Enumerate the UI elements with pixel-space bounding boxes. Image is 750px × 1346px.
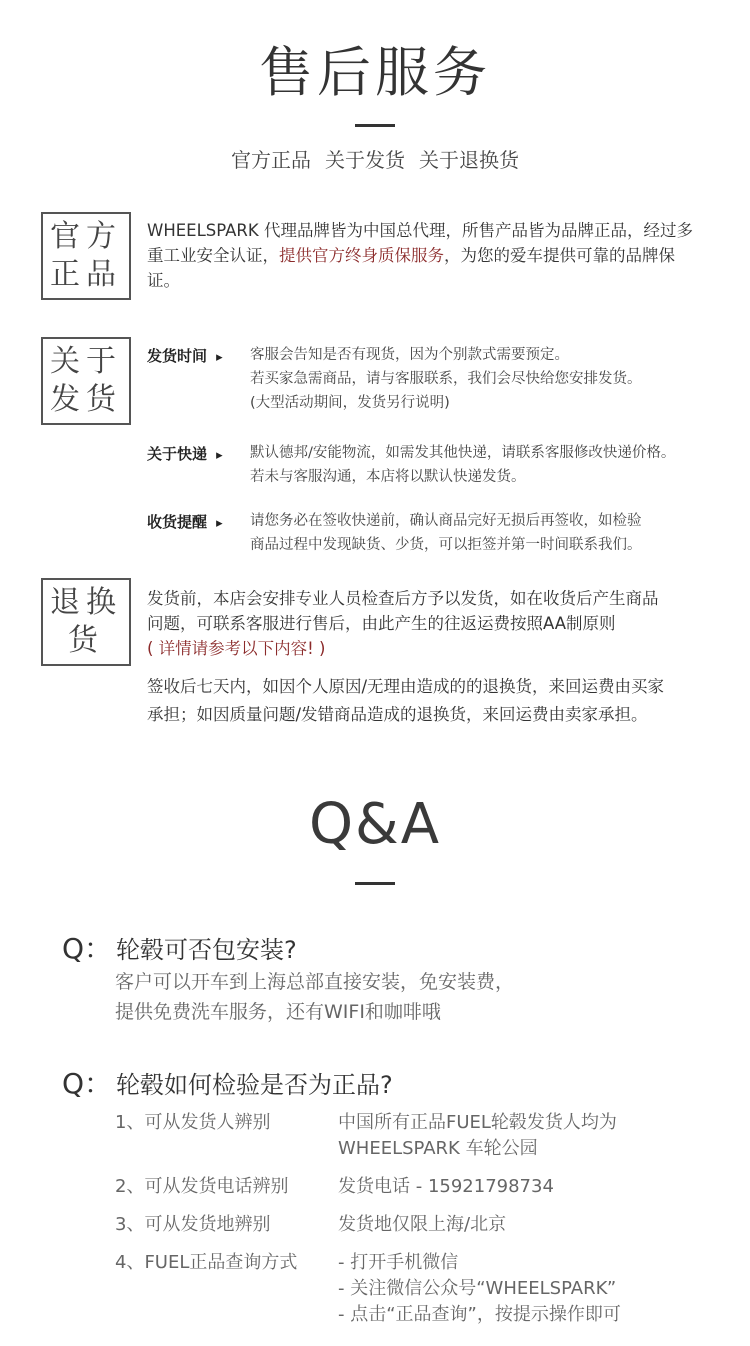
step-3-right (338, 1212, 738, 1238)
step-line: 发货电话 - 15921798734 (338, 1176, 554, 1197)
qa-divider (355, 882, 395, 885)
shipping-detail-time (250, 343, 745, 415)
detail-line: 默认德邦/安能物流，如需发其他快递，请联系客服修改快递价格。 (250, 445, 676, 461)
returns-line: 签收后七天内，如因个人原因/无理由造成的的退换货，来回运费由买家 (147, 677, 665, 696)
returns-line: 发货前，本店会安排专业人员检查后方予以发货，如在收货后产生商品 (147, 589, 659, 608)
step-line: 发货地仅限上海/北京 (338, 1214, 507, 1235)
shipping-label-receipt: 收货提醒 ▸ (147, 511, 223, 532)
official-text-after: ，为您的爱车提供可靠的品牌保证。 (147, 246, 675, 290)
step-2-right (338, 1174, 738, 1200)
step-line: WHEELSPARK 车轮公园 (338, 1138, 538, 1159)
step-4-left: 4、FUEL正品查询方式 (115, 1252, 298, 1273)
returns-para1 (147, 586, 737, 661)
subtitle-returns: 关于退换货 (419, 148, 519, 172)
detail-line: (大型活动期间，发货另行说明) (250, 395, 450, 411)
step-1-left: 1、可从发货人辨别 (115, 1112, 271, 1133)
detail-line: 若未与客服沟通，本店将以默认快递发货。 (250, 469, 526, 485)
returns-box (41, 578, 131, 666)
shipping-detail-courier (250, 441, 745, 489)
official-box-line2: 正品 (50, 257, 122, 292)
official-text-highlight: 提供官方终身质保服务 (279, 246, 444, 265)
subtitle-official: 官方正品 (231, 148, 311, 172)
official-box (41, 212, 131, 300)
title-divider (355, 124, 395, 127)
step-line: - 打开手机微信 (338, 1252, 459, 1273)
shipping-label-courier: 关于快递 ▸ (147, 443, 223, 464)
question-2 (62, 1062, 393, 1102)
answer-1 (115, 967, 715, 1027)
question-1 (62, 927, 297, 967)
returns-para2 (147, 673, 737, 729)
step-line: - 关注微信公众号“WHEELSPARK” (338, 1278, 617, 1299)
step-3-left: 3、可从发货地辨别 (115, 1214, 271, 1235)
official-text-before: WHEELSPARK 代理品牌皆为中国总代理，所售产品皆为品牌正品，经过多重工业安全认证， (147, 221, 693, 265)
question-2-text: 轮毂如何检验是否为正品? (116, 1071, 393, 1099)
detail-line: 若买家急需商品，请与客服联系，我们会尽快给您安排发货。 (250, 371, 642, 387)
q-prefix: Q： (62, 1067, 113, 1100)
step-2-left: 2、可从发货电话辨别 (115, 1176, 289, 1197)
shipping-detail-receipt (250, 509, 745, 557)
question-1-text: 轮毂可否包安装? (116, 936, 297, 964)
returns-note: ( 详情请参考以下内容! ) (147, 639, 326, 658)
q-prefix: Q： (62, 932, 113, 965)
shipping-box-line1: 关于 (50, 344, 122, 379)
detail-line: 客服会告知是否有现货，因为个别款式需要预定。 (250, 347, 569, 363)
step-4-right (338, 1250, 738, 1328)
detail-line: 请您务必在签收快递前，确认商品完好无损后再签收，如检验 (250, 513, 642, 529)
returns-line: 承担；如因质量问题/发错商品造成的退换货，来回运费由卖家承担。 (147, 705, 648, 724)
step-line: - 点击“正品查询”，按提示操作即可 (338, 1304, 621, 1325)
subtitle-shipping: 关于发货 (325, 148, 405, 172)
official-box-line1: 官方 (50, 219, 122, 254)
returns-box-line1: 退换 (50, 585, 122, 620)
page-title: 售后服务 (259, 41, 491, 104)
answer-line: 提供免费洗车服务，还有WIFI和咖啡哦 (115, 1001, 441, 1023)
shipping-box-line2: 发货 (50, 382, 122, 417)
answer-line: 客户可以开车到上海总部直接安装，免安装费， (115, 971, 515, 993)
official-text (147, 218, 702, 293)
shipping-label-time: 发货时间 ▸ (147, 345, 223, 366)
returns-line: 问题，可联系客服进行售后，由此产生的往返运费按照AA制原则 (147, 614, 616, 633)
step-line: 中国所有正品FUEL轮毂发货人均为 (338, 1112, 617, 1133)
qa-title: Q&A (308, 792, 442, 857)
step-1-right (338, 1110, 738, 1162)
detail-line: 商品过程中发现缺货、少货，可以拒签并第一时间联系我们。 (250, 537, 642, 553)
subtitle-row (0, 144, 750, 173)
shipping-box (41, 337, 131, 425)
returns-box-line2: 货 (68, 623, 104, 658)
